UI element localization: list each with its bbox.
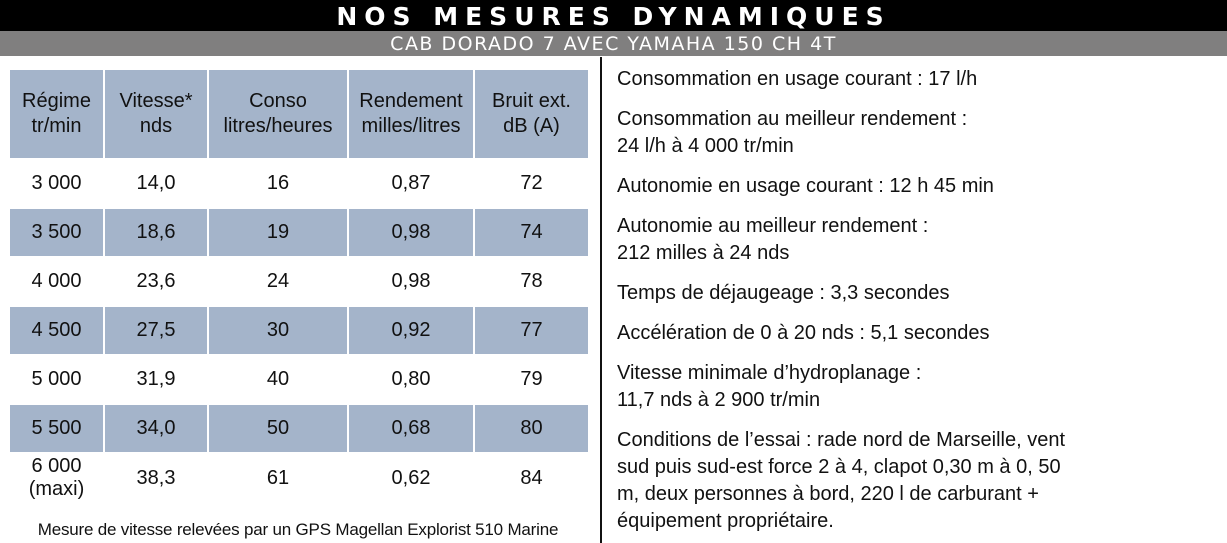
table-cell: 18,6 [105,209,209,258]
table-cell: 0,62 [349,454,475,504]
table-cell: 79 [475,356,588,405]
column-header-regime [10,70,105,160]
table-cell: 27,5 [105,307,209,356]
table-cell: 34,0 [105,405,209,454]
spec-conso-meilleur-rendement: Consommation au meilleur rendement : 24 l/h à 4 000 tr/min [617,108,968,157]
table-cell: 5 500 [10,405,105,454]
table-cell: 4 000 [10,258,105,307]
table-cell: 23,6 [105,258,209,307]
table-cell: 19 [209,209,349,258]
table-cell: 6 000 (maxi) [10,454,105,504]
table-cell: 80 [475,405,588,454]
column-header-vitesse [105,70,209,160]
table-footnote: Mesure de vitesse relevées par un GPS Magellan Explorist 510 Marine [37,520,559,539]
column-divider [600,57,602,543]
table-cell: 0,80 [349,356,475,405]
table-cell: 72 [475,160,588,209]
spec-temps-dejaugeage: Temps de déjaugeage : 3,3 secondes [617,282,950,304]
specs-list [617,66,1217,535]
table-cell: 0,98 [349,258,475,307]
measurements-table [10,70,588,504]
table-cell: 84 [475,454,588,504]
table-row [10,258,588,307]
page-title: NOS MESURES DYNAMIQUES [0,0,1227,31]
table-cell: 0,92 [349,307,475,356]
table-cell: 30 [209,307,349,356]
table-cell: 78 [475,258,588,307]
table-cell: 38,3 [105,454,209,504]
table-cell: 24 [209,258,349,307]
spec-conso-usage-courant: Consommation en usage courant : 17 l/h [617,68,978,90]
spec-acceleration: Accélération de 0 à 20 nds : 5,1 secondes [617,322,990,344]
column-header-label: Rendement milles/litres [359,90,463,137]
spec-conditions-essai: Conditions de l’essai : rade nord de Marseille, vent sud puis sud-est force 2 à 4, clapot 0,30 m à 0, 50 m, deux personnes à bord, 220 l de carburant + équipement propriétaire. [617,429,1066,532]
table-cell: 31,9 [105,356,209,405]
table-cell: 16 [209,160,349,209]
spec-vitesse-hydroplanage: Vitesse minimale d’hydroplanage : 11,7 nds à 2 900 tr/min [617,362,922,411]
column-header-label: Conso litres/heures [223,90,333,137]
table-row [10,405,588,454]
page-subtitle: CAB DORADO 7 AVEC YAMAHA 150 CH 4T [0,31,1227,56]
table-cell: 74 [475,209,588,258]
table-header-row [10,70,588,160]
table-row [10,209,588,258]
table-cell: 0,87 [349,160,475,209]
spec-autonomie-usage-courant: Autonomie en usage courant : 12 h 45 min [617,175,994,197]
column-header-label: Bruit ext. dB (A) [492,90,571,137]
table-row [10,160,588,209]
table-cell: 40 [209,356,349,405]
column-header-rendement [349,70,475,160]
table-cell: 3 500 [10,209,105,258]
table-row [10,307,588,356]
column-header-label: Régime tr/min [22,90,91,137]
table-row [10,454,588,504]
table-cell: 77 [475,307,588,356]
column-header-bruit [475,70,588,160]
table-cell: 0,68 [349,405,475,454]
table-cell: 50 [209,405,349,454]
table-cell: 61 [209,454,349,504]
column-header-label: Vitesse* nds [119,90,193,137]
table-cell: 4 500 [10,307,105,356]
column-header-conso [209,70,349,160]
spec-autonomie-meilleur-rendement: Autonomie au meilleur rendement : 212 milles à 24 nds [617,215,929,264]
table-cell: 0,98 [349,209,475,258]
table-cell: 14,0 [105,160,209,209]
table-cell: 3 000 [10,160,105,209]
table-cell: 5 000 [10,356,105,405]
table-row [10,356,588,405]
